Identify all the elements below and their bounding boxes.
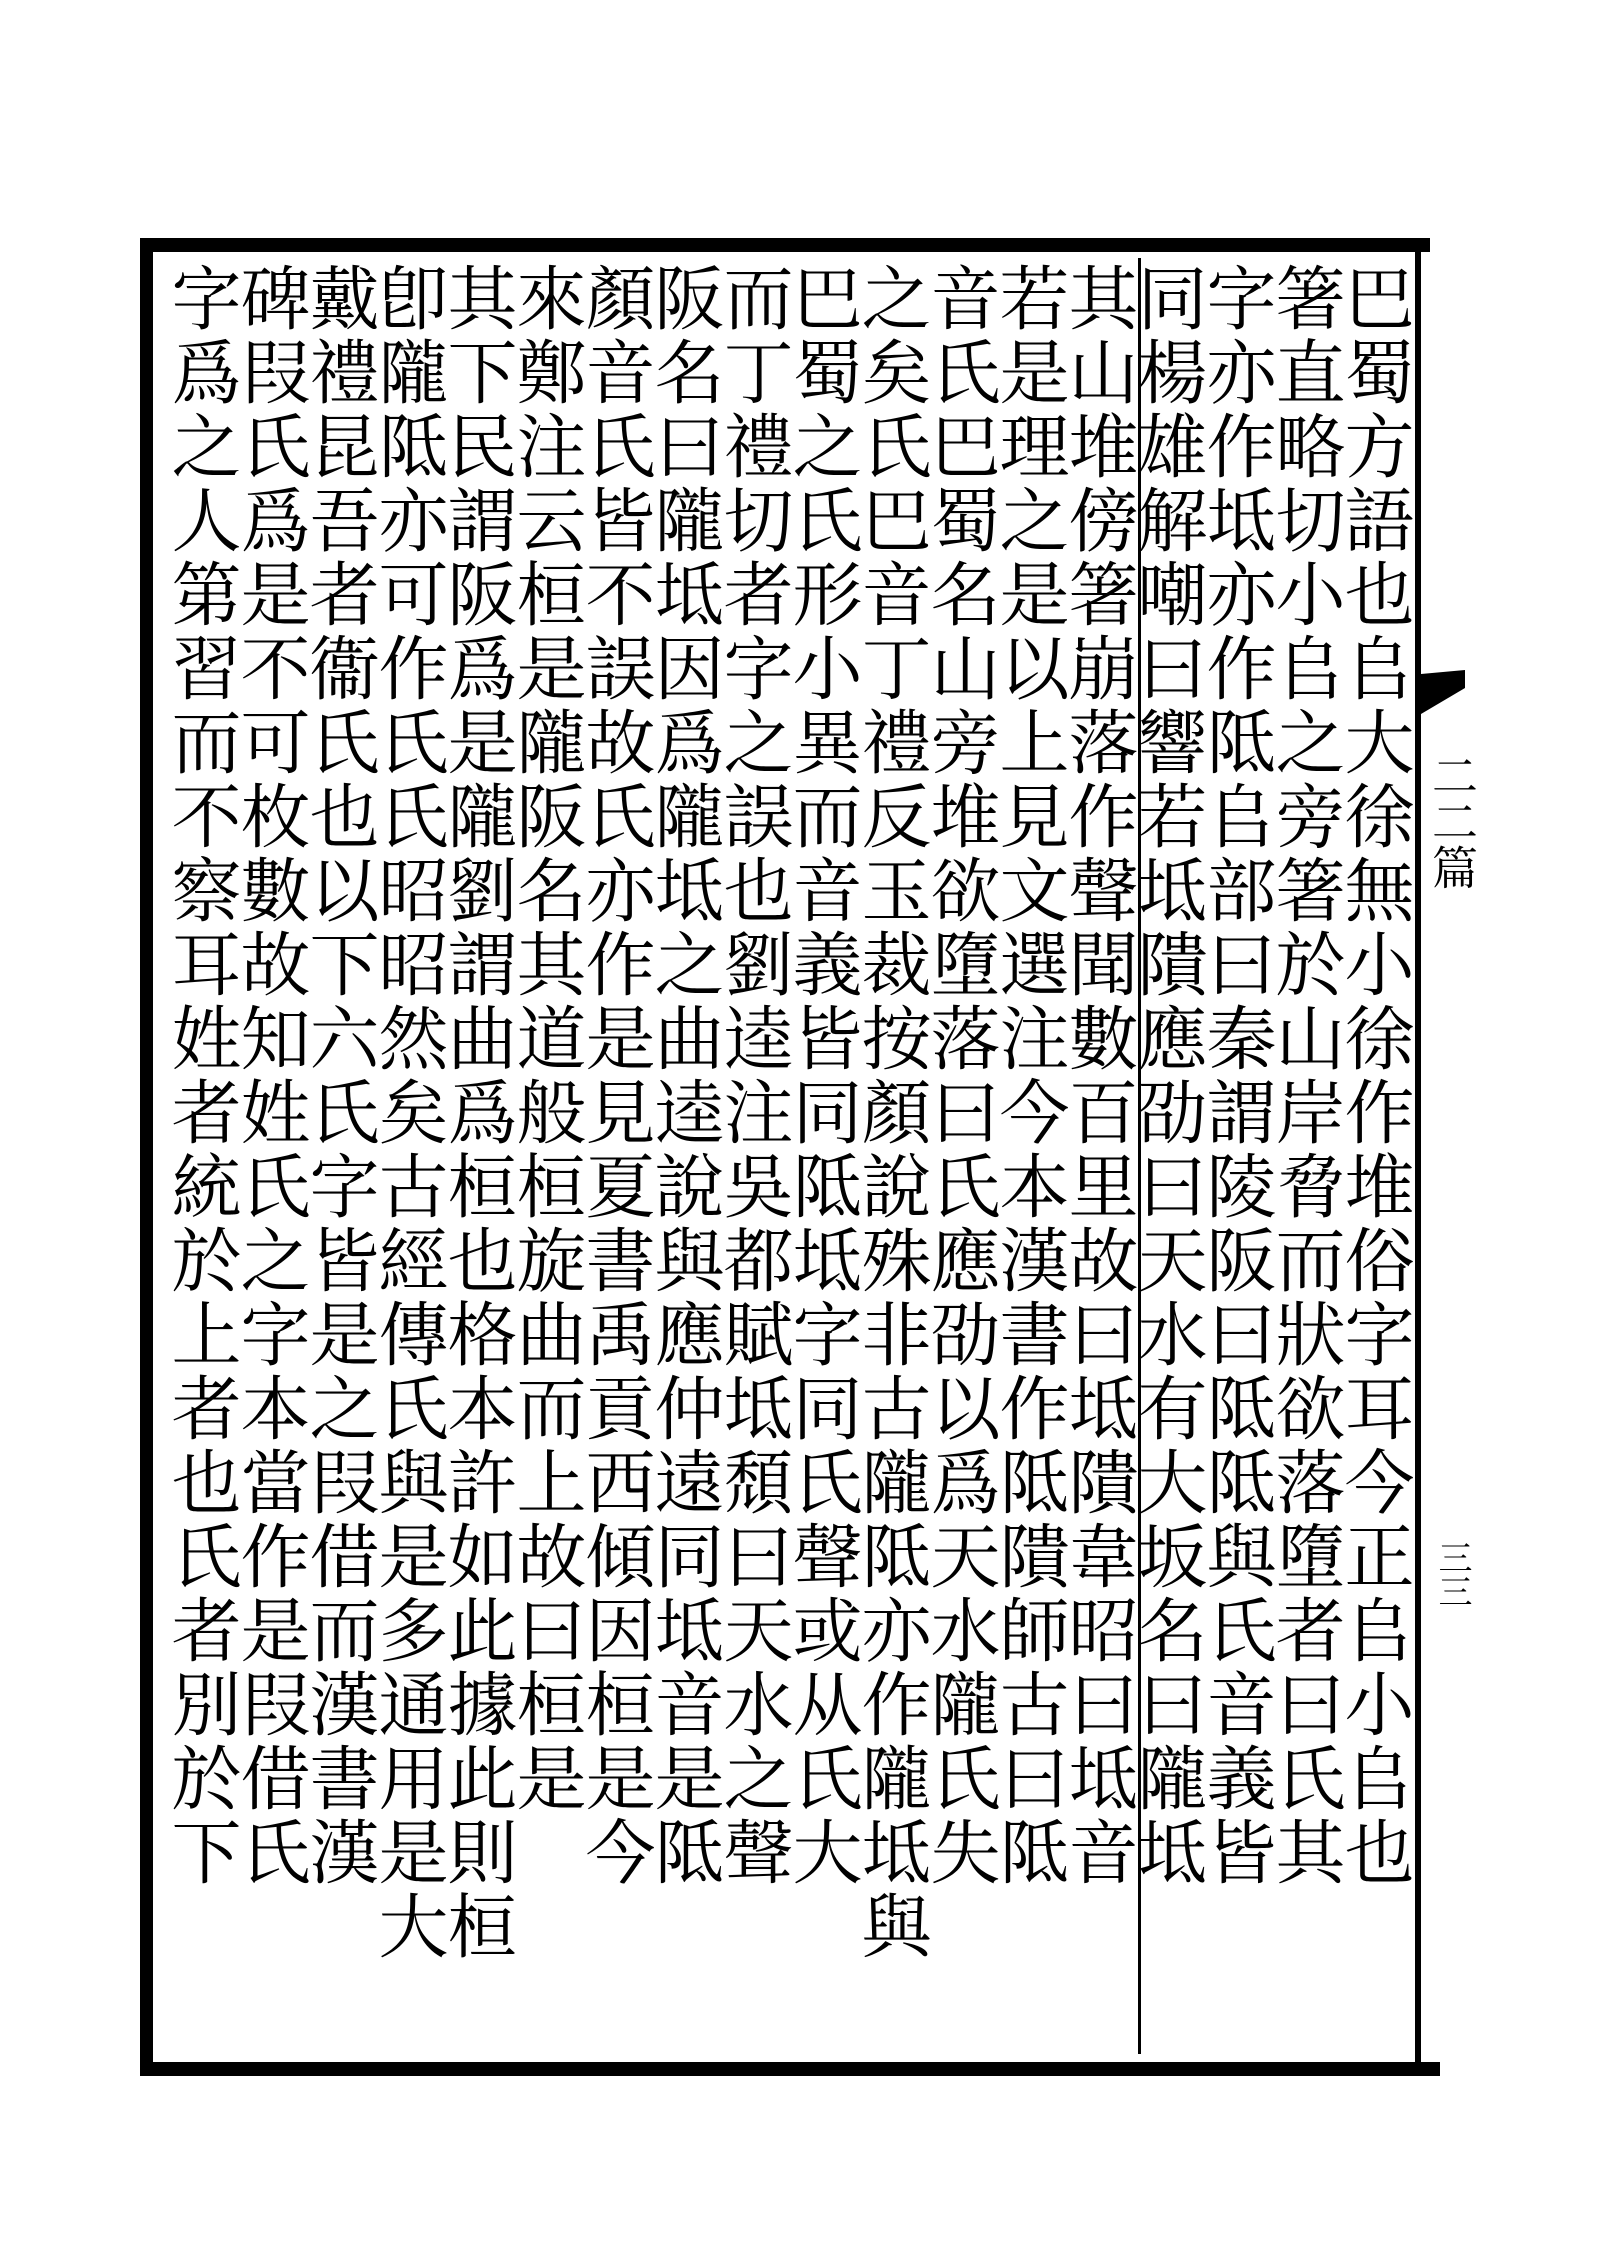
text-column-17: 碑叚氏爲是不可枚數故知姓氏之字本當作是叚借氏 — [229, 262, 311, 1890]
text-column-4: 同楊雄解嘲曰響若坻隤應劭曰天水有大坂名曰隴坻 — [1126, 262, 1208, 1890]
text-column-15: 卽隴阺亦可作氏氏昭昭然矣古經傳氏與是多通用是大 — [367, 262, 449, 1964]
frame-bottom-border — [140, 2062, 1440, 2076]
text-column-5: 其山堆傍箸崩落作聲聞數百里故曰坻隤韋昭曰坻音 — [1057, 262, 1139, 1890]
frame-top-border — [140, 238, 1430, 252]
text-column-13: 來鄭注云桓是隴阪名其道般桓旋曲而上故曰桓是 — [505, 262, 587, 1816]
frame-left-border — [140, 238, 153, 2076]
text-column-3: 字亦作坻亦作阺𠂤部曰秦謂陵阪曰阺阺與氏音義皆 — [1195, 262, 1277, 1890]
text-column-6: 若是理之是以上見文選注今本漢書作阺隤師古曰阺 — [988, 262, 1070, 1890]
body-text — [160, 262, 1415, 2052]
sheet-title: 二二篇 — [1425, 752, 1479, 890]
text-column-18: 字爲之人第習而不察耳姓者統於上者也氏者別於下 — [160, 262, 242, 1890]
folio-number: 三三 — [1432, 1540, 1472, 1608]
text-column-7: 音氏巴蜀名山旁堆欲墮落曰氏應劭以爲天水隴氏失 — [919, 262, 1001, 1890]
text-column-1: 巴蜀方語也𠂤大徐無小徐作堆俗字耳今正𠂤小𠂤也 — [1333, 262, 1415, 1890]
text-column-11: 阪名曰隴坻因爲隴坻之曲逵說與應仲遠同坻音是阺 — [643, 262, 725, 1890]
frame-right-border — [1415, 238, 1421, 2076]
text-column-8: 之矣氏巴音丁禮反玉裁按顏說殊非古隴阺亦作隴坻與 — [850, 262, 932, 1964]
fishtail-marker-icon — [1421, 670, 1465, 714]
text-column-10: 而丁禮切者字之誤也劉逵注吳都賦坻頹曰天水之聲 — [712, 262, 794, 1890]
text-column-12: 顏音氏皆不誤故氏亦作是見夏書禹貢西傾因桓是今 — [574, 262, 656, 1890]
text-column-9: 巴蜀之氏形小異而音義皆同阺坻字同氏聲或从氏大 — [781, 262, 863, 1890]
text-column-16: 戴禮昆吾者衞氏也以下六氏字皆是之叚借而漢書漢 — [298, 262, 380, 1890]
text-column-14: 其下民謂阪爲是隴劉謂曲爲桓也格本許如此據此則桓 — [436, 262, 518, 1964]
text-column-2: 箸直略切小𠂤之旁箸於山岸脅而狀欲落墮者曰氏其 — [1264, 262, 1346, 1890]
